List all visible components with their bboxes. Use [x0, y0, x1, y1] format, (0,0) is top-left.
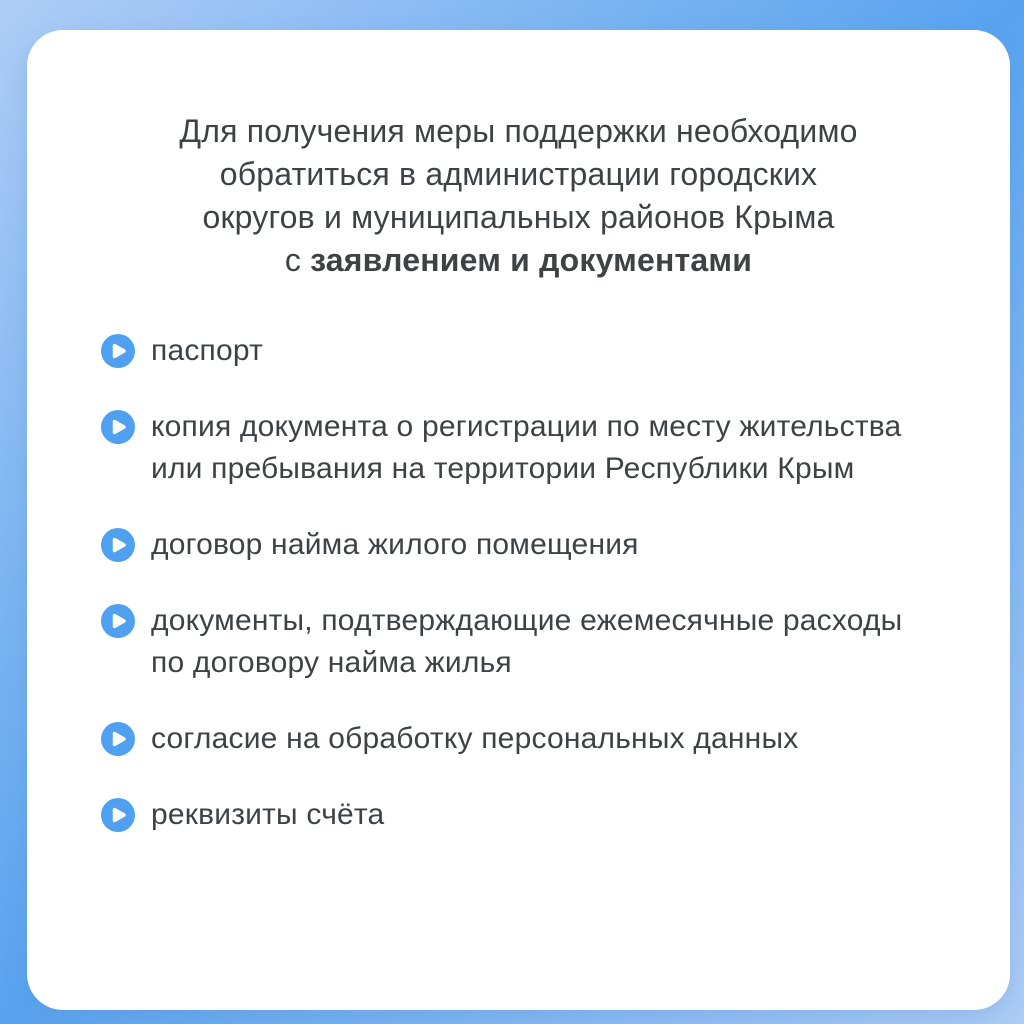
list-item-label: копия документа о регистрации по месту жительства или пребывания на территории Республики Крым	[151, 410, 902, 485]
play-circle-icon	[101, 798, 135, 832]
info-card	[27, 30, 1010, 1010]
play-circle-icon	[101, 410, 135, 444]
heading-line-4-bold: заявлением и документами	[310, 242, 753, 278]
heading-line-1: Для получения меры поддержки необходимо	[179, 113, 858, 149]
list-item	[101, 794, 950, 836]
heading-line-2: обратиться в администрации городских	[219, 156, 818, 192]
heading-line-4	[27, 239, 1010, 282]
play-circle-icon	[101, 528, 135, 562]
list-item	[101, 406, 950, 490]
list-item-label: согласие на обработку персональных данных	[151, 722, 799, 755]
list-item-label: реквизиты счёта	[151, 798, 385, 831]
page-title	[27, 110, 1010, 282]
list-item-label: договор найма жилого помещения	[151, 528, 639, 561]
list-item	[101, 330, 950, 372]
list-item	[101, 524, 950, 566]
play-circle-icon	[101, 604, 135, 638]
list-item	[101, 718, 950, 760]
heading-line-4-prefix: с	[284, 242, 311, 278]
list-item	[101, 600, 950, 684]
play-circle-icon	[101, 722, 135, 756]
play-circle-icon	[101, 334, 135, 368]
heading-line-3: округов и муниципальных районов Крыма	[202, 199, 835, 235]
documents-list	[27, 330, 1010, 836]
list-item-label: паспорт	[151, 334, 264, 367]
list-item-label: документы, подтверждающие ежемесячные расходы по договору найма жилья	[151, 604, 903, 679]
